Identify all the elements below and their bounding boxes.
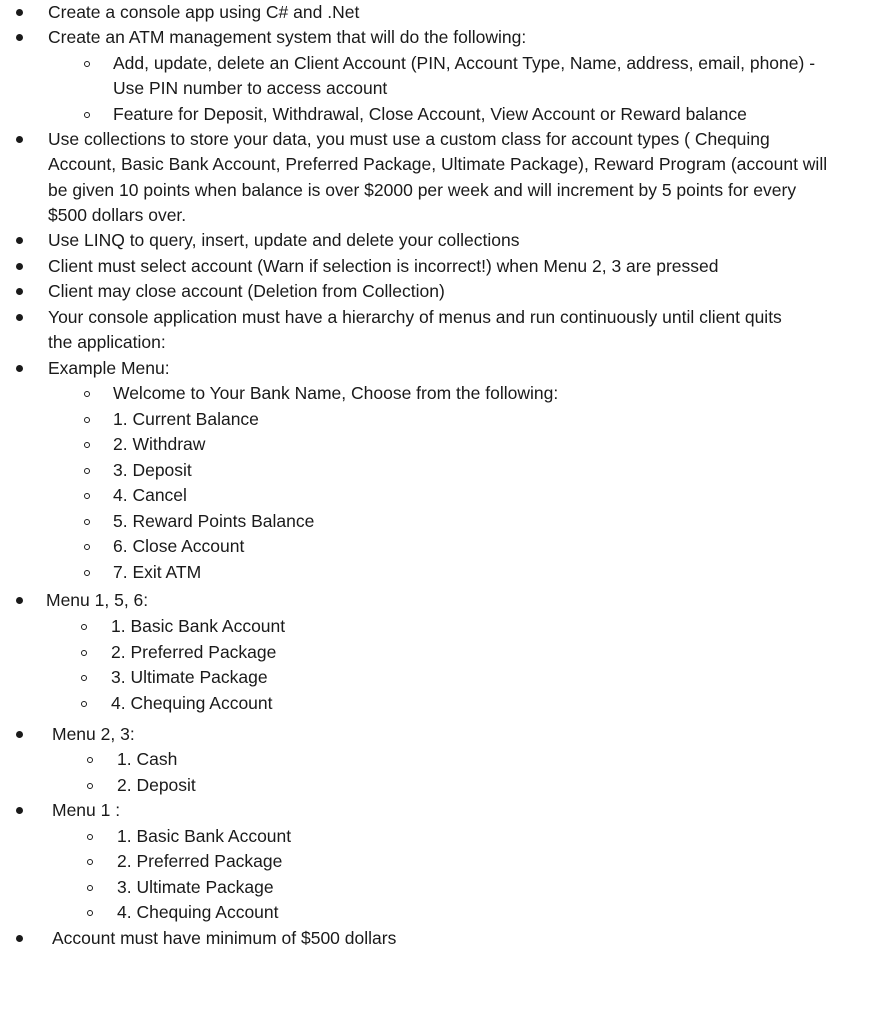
list-item-continued: $500 dollars over. [48, 205, 187, 225]
bullet-icon [16, 935, 23, 942]
list-item: Use LINQ to query, insert, update and delete your collections [48, 230, 520, 250]
menu-option: 4. Chequing Account [111, 693, 273, 713]
list-item-continued: the application: [48, 332, 166, 352]
menu-heading: Menu 2, 3: [52, 724, 135, 744]
menu-option: 5. Reward Points Balance [113, 511, 315, 531]
menu-option: Welcome to Your Bank Name, Choose from the following: [113, 383, 559, 403]
list-item: Example Menu: [48, 358, 170, 378]
sub-bullet-icon [87, 834, 93, 840]
menu-option: 3. Deposit [113, 460, 192, 480]
bullet-icon [16, 288, 23, 295]
sub-bullet-icon [87, 885, 93, 891]
sub-bullet-icon [84, 519, 90, 525]
sub-bullet-icon [84, 61, 90, 67]
list-item: Create an ATM management system that will do the following: [48, 27, 527, 47]
menu-option: 3. Ultimate Package [111, 667, 268, 687]
bullet-icon [16, 136, 23, 143]
sub-bullet-icon [84, 493, 90, 499]
menu-option: 2. Preferred Package [117, 851, 283, 871]
list-item-continued: be given 10 points when balance is over $2000 per week and will increment by 5 points for every [48, 180, 797, 200]
menu-option: 1. Cash [117, 749, 178, 769]
sub-bullet-icon [84, 442, 90, 448]
bullet-icon [16, 237, 23, 244]
sub-bullet-icon [84, 391, 90, 397]
menu-option: 2. Preferred Package [111, 642, 277, 662]
menu-heading: Menu 1 : [52, 800, 121, 820]
sub-bullet-icon [87, 757, 93, 763]
sub-bullet-icon [84, 417, 90, 423]
list-item: Feature for Deposit, Withdrawal, Close Account, View Account or Reward balance [113, 104, 747, 124]
menu-option: 6. Close Account [113, 536, 245, 556]
list-item: Your console application must have a hierarchy of menus and run continuously until client quits [48, 307, 782, 327]
list-item-continued: Account, Basic Bank Account, Preferred Package, Ultimate Package), Reward Program (account will [48, 154, 828, 174]
menu-option: 7. Exit ATM [113, 562, 202, 582]
list-item: Use collections to store your data, you must use a custom class for account types ( Chequing [48, 129, 770, 149]
sub-bullet-icon [87, 783, 93, 789]
sub-bullet-icon [84, 544, 90, 550]
sub-bullet-icon [87, 859, 93, 865]
sub-bullet-icon [84, 112, 90, 118]
list-item-continued: Use PIN number to access account [113, 78, 388, 98]
sub-bullet-icon [81, 650, 87, 656]
menu-option: 3. Ultimate Package [117, 877, 274, 897]
list-item: Create a console app using C# and .Net [48, 2, 360, 22]
sub-bullet-icon [87, 910, 93, 916]
sub-bullet-icon [84, 468, 90, 474]
sub-bullet-icon [84, 570, 90, 576]
menu-option: 1. Basic Bank Account [117, 826, 292, 846]
list-item: Client must select account (Warn if selection is incorrect!) when Menu 2, 3 are pressed [48, 256, 719, 276]
menu-heading: Menu 1, 5, 6: [46, 590, 149, 610]
bullet-icon [16, 807, 23, 814]
sub-bullet-icon [81, 701, 87, 707]
menu-option: 4. Chequing Account [117, 902, 279, 922]
bullet-icon [16, 263, 23, 270]
list-item: Add, update, delete an Client Account (PIN, Account Type, Name, address, email, phone) - [113, 53, 816, 73]
bullet-icon [16, 9, 23, 16]
bullet-icon [16, 365, 23, 372]
bullet-icon [16, 314, 23, 321]
sub-bullet-icon [81, 624, 87, 630]
bullet-icon [16, 731, 23, 738]
menu-option: 2. Withdraw [113, 434, 206, 454]
bullet-icon [16, 34, 23, 41]
menu-option: 4. Cancel [113, 485, 187, 505]
menu-option: 2. Deposit [117, 775, 196, 795]
menu-option: 1. Basic Bank Account [111, 616, 286, 636]
menu-option: 1. Current Balance [113, 409, 259, 429]
list-item: Account must have minimum of $500 dollars [52, 928, 397, 948]
bullet-icon [16, 597, 23, 604]
sub-bullet-icon [81, 675, 87, 681]
list-item: Client may close account (Deletion from Collection) [48, 281, 445, 301]
